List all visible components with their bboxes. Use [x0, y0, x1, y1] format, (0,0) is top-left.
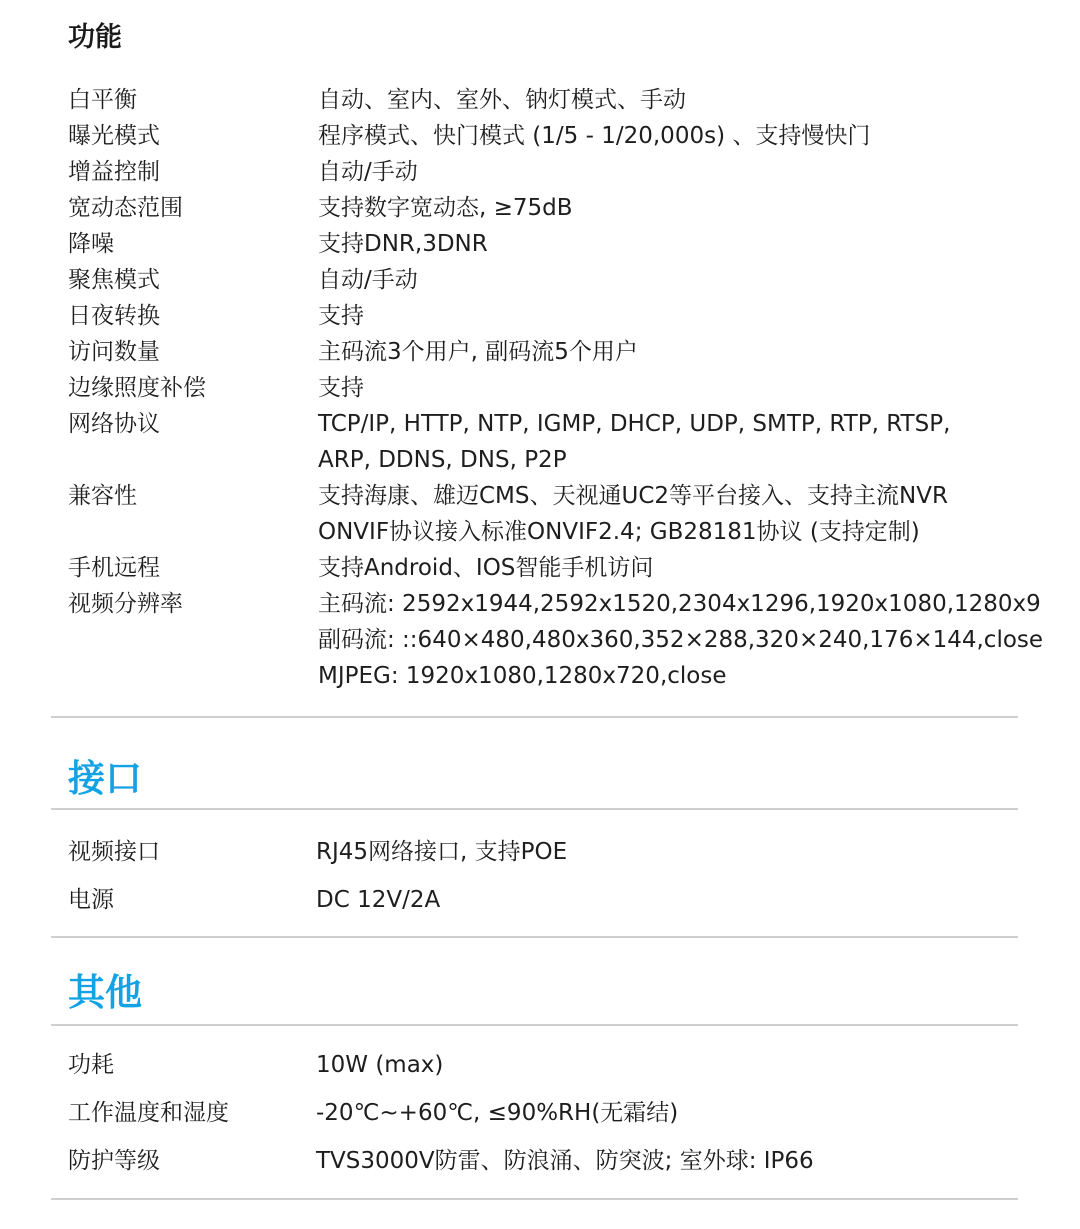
spec-value: [318, 374, 364, 410]
spec-value: [318, 230, 488, 266]
spec-label: 降噪: [68, 231, 114, 257]
spec-row: [68, 882, 1080, 930]
spec-list-other: [68, 1047, 1080, 1191]
spec-label: 工作温度和湿度: [68, 1100, 229, 1126]
spec-row: [68, 554, 1080, 590]
spec-row: [68, 482, 1080, 554]
spec-label: 手机远程: [68, 555, 160, 581]
spec-row: [68, 86, 1080, 122]
spec-value-line: 自动、室内、室外、钠灯模式、手动: [318, 87, 686, 113]
spec-label: 边缘照度补偿: [68, 375, 206, 401]
spec-row: [68, 194, 1080, 230]
spec-label: 增益控制: [68, 159, 160, 185]
section-divider: [51, 716, 1018, 718]
spec-row: [68, 158, 1080, 194]
spec-value-line: 支持: [318, 375, 364, 401]
spec-value-line: 自动/手动: [318, 267, 418, 293]
section-title-function: 功能: [68, 22, 122, 53]
spec-value: [318, 122, 870, 158]
spec-value: RJ45网络接口, 支持POE: [316, 839, 568, 865]
spec-value-line: 程序模式、快门模式 (1/5 - 1/20,000s) 、支持慢快门: [318, 123, 871, 149]
spec-value: 10W (max): [316, 1052, 444, 1078]
spec-label: 曝光模式: [68, 123, 160, 149]
spec-row: [68, 1143, 1080, 1191]
spec-value: [318, 266, 418, 302]
spec-value-line: 支持: [318, 303, 364, 329]
spec-value-line: MJPEG: 1920x1080,1280x720,close: [318, 663, 727, 689]
section-divider: [51, 936, 1018, 938]
spec-label: 访问数量: [68, 339, 160, 365]
spec-row: [68, 1047, 1080, 1095]
spec-label: 视频分辨率: [68, 591, 183, 617]
spec-row: [68, 338, 1080, 374]
spec-list-function: [68, 86, 1080, 698]
spec-row: [68, 1095, 1080, 1143]
spec-value: [318, 410, 950, 482]
spec-value-line: ARP, DDNS, DNS, P2P: [318, 447, 567, 473]
spec-value-line: 副码流: ::640×480,480x360,352×288,320×240,176×144,close: [318, 627, 1044, 653]
section-divider: [51, 808, 1018, 810]
spec-label: 电源: [68, 887, 114, 913]
spec-value-line: 主码流3个用户, 副码流5个用户: [318, 339, 638, 365]
spec-row: [68, 374, 1080, 410]
spec-value-line: 自动/手动: [318, 159, 418, 185]
section-title-interface: 接口: [68, 757, 142, 800]
spec-value-line: TCP/IP, HTTP, NTP, IGMP, DHCP, UDP, SMTP, RTP, RTSP,: [318, 411, 951, 437]
section-divider: [51, 1024, 1018, 1026]
spec-value: [318, 554, 653, 590]
spec-value-line: 支持海康、雄迈CMS、天视通UC2等平台接入、支持主流NVR: [318, 483, 948, 509]
spec-row: [68, 590, 1080, 698]
spec-label: 网络协议: [68, 411, 160, 437]
spec-value: [318, 86, 686, 122]
spec-value-line: 主码流: 2592x1944,2592x1520,2304x1296,1920x1080,1280x9: [318, 591, 1041, 617]
spec-row: [68, 122, 1080, 158]
spec-row: [68, 410, 1080, 482]
spec-value: [318, 590, 1043, 698]
spec-label: 视频接口: [68, 839, 160, 865]
spec-row: [68, 834, 1080, 882]
section-title-other: 其他: [68, 971, 142, 1014]
spec-value-line: 支持DNR,3DNR: [318, 231, 488, 257]
spec-value-line: ONVIF协议接入标准ONVIF2.4; GB28181协议 (支持定制): [318, 519, 920, 545]
spec-label: 宽动态范围: [68, 195, 183, 221]
spec-value: [318, 194, 573, 230]
spec-value: [318, 302, 364, 338]
spec-label: 兼容性: [68, 483, 137, 509]
spec-value: [318, 482, 948, 554]
spec-value-line: 支持Android、IOS智能手机访问: [318, 555, 654, 581]
spec-value: TVS3000V防雷、防浪涌、防突波; 室外球: IP66: [316, 1148, 814, 1174]
spec-value-line: 支持数字宽动态, ≥75dB: [318, 195, 573, 221]
spec-row: [68, 302, 1080, 338]
spec-list-interface: [68, 834, 1080, 930]
spec-value: [318, 158, 418, 194]
spec-value: [318, 338, 638, 374]
spec-label: 防护等级: [68, 1148, 160, 1174]
spec-label: 白平衡: [68, 87, 137, 113]
spec-row: [68, 266, 1080, 302]
spec-label: 功耗: [68, 1052, 114, 1078]
spec-label: 日夜转换: [68, 303, 160, 329]
spec-label: 聚焦模式: [68, 267, 160, 293]
spec-value: -20℃~+60℃, ≤90%RH(无霜结): [316, 1100, 679, 1126]
spec-row: [68, 230, 1080, 266]
section-divider: [51, 1198, 1018, 1200]
spec-value: DC 12V/2A: [316, 887, 441, 913]
